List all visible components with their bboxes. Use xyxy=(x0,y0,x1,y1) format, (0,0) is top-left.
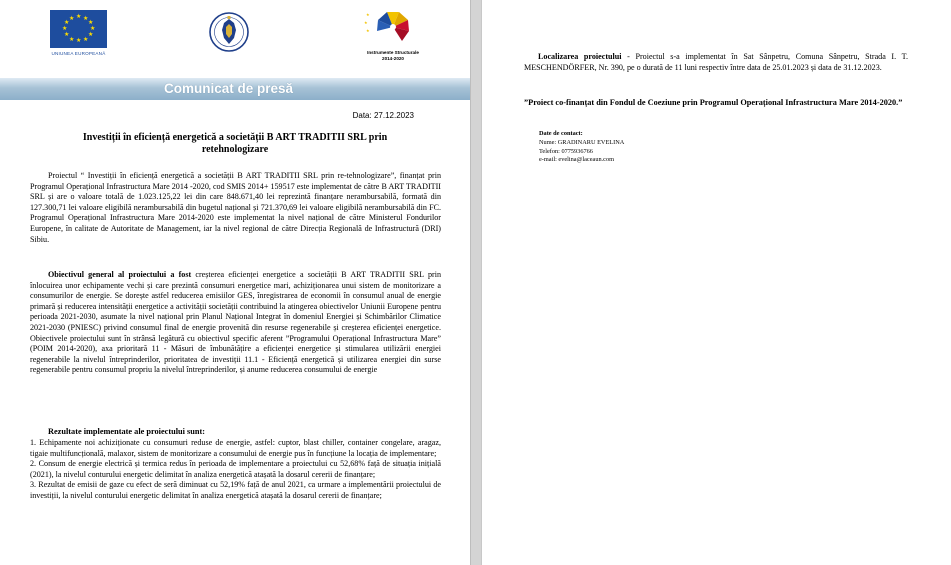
eu-logo xyxy=(50,10,107,58)
objective-text: creșterea eficienței energetice a societății B ART TRADITII SRL prin înlocuirea unor echipamente vechi și care prezintă consumuri energetice mari, achiziționarea unui sistem de monitorizare a consumurilor de energie. Se dorește astfel reducerea emisiilor GES, înregistrarea de economii în consumul anual de energie primară și reducerea intensității energetice a activității societății contribuind la atingerea obiectivelor Uniunii Europene pentru perioada 2021-2030, asumate la nivel național prin Planul Național Integrat în domeniul Energiei și Schimbărilor Climatice 2021-2030 (PNIESC) privind consumul final de energie provenită din resurse regenerabile și creșterea eficienței energetice. Obiectivele proiectului sunt în strânsă legătură cu obiectivul specific aferent ”Programului Operațional Infrastructura Mare” (POIM 2014-2020), axa prioritară 11 - Măsuri de îmbunătățire a eficienței energetice și stimularea utilizării energiei regenerabile la nivelul întreprinderilor, prioritatea de investiții 11.1 - Eficiență energetică și utilizarea energiei din surse regenerabile pentru consumul propriu la nivelul întreprinderilor, și anume reducerea consumului de energie xyxy=(30,270,442,375)
structural-instruments-icon xyxy=(362,10,424,44)
page-gutter xyxy=(470,0,482,565)
result-item: 1. Echipamente noi achiziționate cu consumuri reduse de energie, astfel: cuptor, blast chiller, container congelare, aragaz, tigaie multifuncțională, malaxor, sistem de monitorizare a consumului de energie pus în funcțiune la locația de implementare; xyxy=(30,438,441,458)
contact-email: e-mail: evelina@laceaun.com xyxy=(539,156,615,164)
objective-paragraph xyxy=(30,270,441,376)
cofinancing-statement: ”Proiect co-finanțat din Fondul de Coeziune prin Programul Operațional Infrastructura Mare 2014-2020.” xyxy=(524,98,903,107)
contact-heading: Date de contact: xyxy=(539,130,583,137)
title-line-2: retehnologizare xyxy=(201,144,269,155)
result-item: 3. Rezultat de emisii de gaze cu efect de seră diminuat cu 52,19% față de anul 2021, ca urmare a implementării proiectului de investiții, la nivelul conturului energetic delimitat în analiza energetică atașată la dosarul cererii de finanțare; xyxy=(30,480,441,500)
results-heading: Rezultate implementate ale proiectului sunt: xyxy=(48,427,206,436)
location-lead: Localizarea proiectului xyxy=(538,52,622,61)
location-paragraph xyxy=(524,52,908,73)
government-crest-icon xyxy=(209,10,249,58)
document-page-left xyxy=(0,0,470,565)
objective-lead: Obiectivul general al proiectului a fost xyxy=(48,270,192,279)
svg-text:★: ★ xyxy=(364,20,368,25)
ps-caption-line1: Instrumente Structurale xyxy=(367,50,419,55)
banner-title: Comunicat de presă xyxy=(164,81,294,96)
government-logo xyxy=(209,10,249,58)
eu-caption: UNIUNEA EUROPEANĂ xyxy=(51,51,106,56)
contact-phone: Telefon: 0775936766 xyxy=(539,147,593,155)
svg-text:★: ★ xyxy=(366,12,370,17)
document-title xyxy=(30,132,440,156)
eu-flag-icon: ★ ★ ★ ★ ★ ★ ★ ★ ★ ★ ★ ★ xyxy=(50,10,107,48)
contact-name: Nume: GRADINARU EVELINA xyxy=(539,138,625,146)
result-item: 2. Consum de energie electrică și termica redus în perioada de implementare a proiectului cu 52,68% față de situația inițială (2021), la nivelul conturului energetic delimitat în analiza energetică atașată la dosarul cererii de finanțare; xyxy=(30,459,441,479)
structural-instruments-logo xyxy=(362,10,424,65)
location-text: - Proiectul s-a implementat în Sat Sânpetru, Comuna Sânpetru, Strada I. T. MESCHENDÖRFER, Nr. 390, pe o durată de 11 luni respectiv între data de 25.01.2023 și data de 31.12.2023. xyxy=(524,52,908,72)
ps-caption-line2: 2014-2020 xyxy=(382,55,404,61)
contact-block xyxy=(539,130,624,165)
press-release-banner xyxy=(0,78,470,100)
results-list xyxy=(30,438,441,502)
title-line-1: Investiții în eficiență energetică a societății B ART TRADITII SRL prin xyxy=(82,132,388,143)
svg-text:★: ★ xyxy=(366,28,370,33)
document-page-right xyxy=(482,0,951,565)
intro-paragraph xyxy=(30,171,441,245)
release-date: Data: 27.12.2023 xyxy=(352,111,414,120)
intro-text: Proiectul “ Investiții în eficiență energetică a societății B ART TRADITII SRL prin re-tehnologizare”, finanțat prin Programul Operațional Infrastructura Mare 2014 -2020, cod SMIS 2014+ 159517 este implementat de către B ART TRADITII SRL și are o valoare totală de 1.023.125,22 lei din care 848.671,40 lei reprezintă finanțare nerambursabilă, formată din 127.300,71 lei valoare eligibilă nerambursabilă din bugetul național și 721.370,69 lei valoare eligibilă nerambursabilă din FC. Programul Operațional Infrastructura Mare 2014-2020 este implementat la nivel național de către Ministerul Fondurilor Europene, în calitate de Autoritate de Management, iar la nivel regional de către Direcția Regională de Infrastructură (DRI) Sibiu. xyxy=(30,171,441,244)
